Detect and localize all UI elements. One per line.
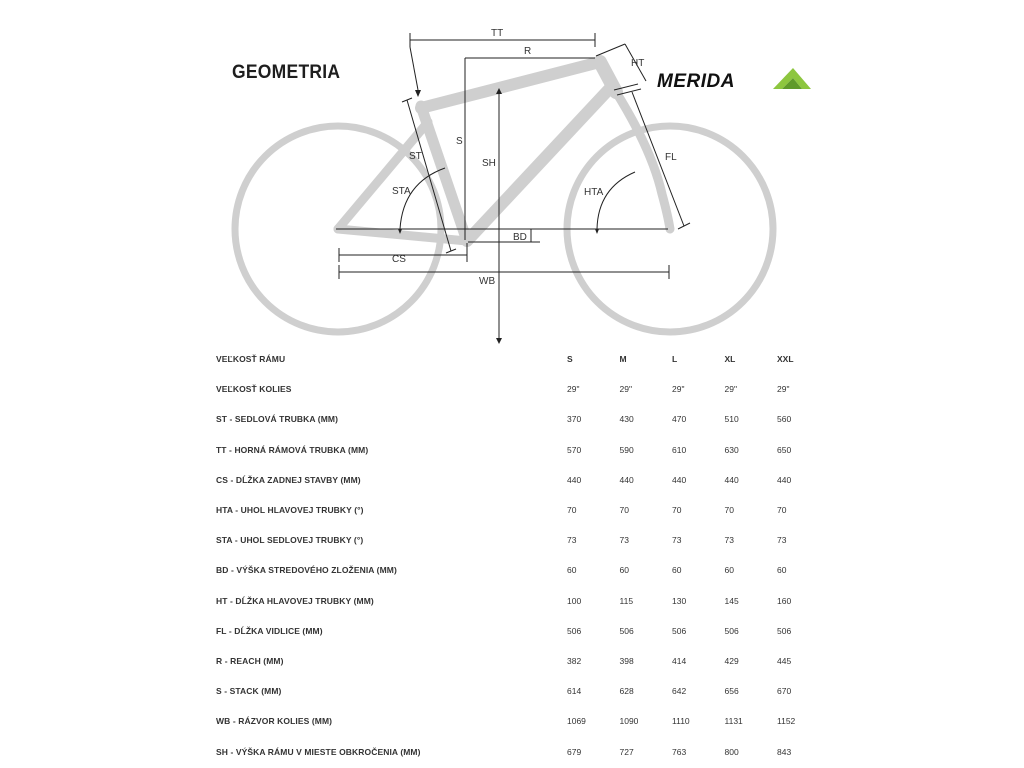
table-row [216,495,830,525]
row-label: FL - DĹŽKA VIDLICE (MM) [216,625,323,636]
row-value: 440 [619,474,634,485]
row-label: SH - VÝŠKA RÁMU V MIESTE OBKROČENIA (MM) [216,746,421,757]
label-st: ST [409,151,422,162]
row-value: 650 [777,444,792,455]
row-value: 60 [619,565,629,576]
row-value: 60 [567,565,577,576]
row-value: 763 [672,746,687,757]
label-s: S [456,136,463,147]
table-row [216,646,830,676]
row-value: 60 [777,565,787,576]
row-value: 73 [672,535,682,546]
row-value: 440 [724,474,739,485]
row-value: 1069 [567,716,586,727]
row-label: WB - RÁZVOR KOLIES (MM) [216,716,333,727]
row-value: 506 [777,625,792,636]
row-value: 73 [567,535,577,546]
size-header: L [672,354,678,365]
row-value: 60 [724,565,734,576]
hta-arc [597,172,635,229]
ht-line [596,44,625,56]
row-value: 1090 [619,716,639,727]
label-bd: BD [513,232,527,243]
row-value: 656 [724,686,739,697]
row-value: 73 [724,535,734,546]
table-row [216,586,830,616]
row-value: 429 [724,655,739,666]
table-row [216,676,830,706]
label-wb: WB [479,276,496,287]
label-tt: TT [491,28,504,39]
row-value: 506 [672,625,687,636]
row-value: 29" [567,384,580,395]
row-value: 1110 [672,716,690,727]
row-value: 382 [567,655,582,666]
row-value: 506 [724,625,739,636]
size-header: S [567,354,573,365]
row-label: CS - DĹŽKA ZADNEJ STAVBY (MM) [216,474,361,485]
label-r: R [524,46,532,57]
row-value: 614 [567,686,582,697]
row-value: 843 [777,746,792,757]
row-value: 70 [672,505,682,516]
row-value: 73 [619,535,629,546]
table-row [216,736,830,766]
row-value: 440 [567,474,582,485]
row-value: 510 [724,414,739,425]
table-row [216,555,830,585]
label-sta: STA [392,186,411,197]
row-value: 414 [672,655,687,666]
row-label: S - STACK (MM) [216,686,282,697]
row-value: 628 [619,686,634,697]
size-header: XL [724,354,736,365]
table-row [216,404,830,434]
size-header: M [619,354,627,365]
row-value: 29" [724,384,737,395]
row-label: HTA - UHOL HLAVOVEJ TRUBKY (°) [216,505,364,516]
row-value: 115 [619,595,634,606]
bike-frame [235,62,773,332]
row-value: 398 [619,655,634,666]
label-fl: FL [665,152,677,163]
logo-text: MERIDA [657,71,735,92]
label-hta: HTA [584,187,604,198]
row-value: 630 [724,444,739,455]
table-row [216,706,830,736]
label-cs: CS [392,254,406,265]
size-header: XXL [777,354,794,365]
row-label: HT - DĹŽKA HLAVOVEJ TRUBKY (MM) [216,595,374,606]
row-label: TT - HORNÁ RÁMOVÁ TRUBKA (MM) [216,444,369,455]
row-value: 100 [567,595,582,606]
row-value: 506 [619,625,634,636]
row-value: 506 [567,625,582,636]
row-value: 29" [777,384,790,395]
row-label: BD - VÝŠKA STREDOVÉHO ZLOŽENIA (MM) [216,565,397,576]
row-value: 570 [567,444,582,455]
row-value: 727 [619,746,634,757]
row-value: 73 [777,535,787,546]
row-value: 560 [777,414,792,425]
label-sh: SH [482,158,496,169]
row-value: 130 [672,595,687,606]
table-row [216,465,830,495]
row-value: 440 [672,474,687,485]
row-value: 642 [672,686,687,697]
row-value: 60 [672,565,682,576]
row-value: 800 [724,746,739,757]
row-label: ST - SEDLOVÁ TRUBKA (MM) [216,414,339,425]
row-value: 70 [619,505,629,516]
row-value: 590 [619,444,634,455]
row-value: 70 [777,505,787,516]
table-row [216,525,830,555]
table-header-row [216,344,830,374]
row-label: VEĽKOSŤ KOLIES [216,384,292,395]
row-label: R - REACH (MM) [216,655,284,666]
row-value: 70 [567,505,577,516]
row-value: 29" [672,384,685,395]
bike-geometry-diagram [0,0,1024,345]
geometry-table [216,344,830,767]
row-value: 430 [619,414,634,425]
table-row [216,616,830,646]
row-value: 670 [777,686,792,697]
row-value: 370 [567,414,582,425]
merida-logo [655,64,815,96]
label-ht: HT [631,58,645,69]
row-value: 445 [777,655,792,666]
row-label: STA - UHOL SEDLOVEJ TRUBKY (°) [216,535,364,546]
row-value: 1131 [724,716,743,727]
top-tube [421,62,600,108]
table-header-label: VEĽKOSŤ RÁMU [216,354,286,365]
row-value: 29" [619,384,632,395]
table-row [216,435,830,465]
row-value: 470 [672,414,687,425]
row-value: 440 [777,474,792,485]
row-value: 679 [567,746,582,757]
row-value: 1152 [777,716,796,727]
row-value: 610 [672,444,687,455]
row-value: 70 [724,505,734,516]
row-value: 160 [777,595,792,606]
fork [616,92,670,229]
page-title: GEOMETRIA [232,62,341,83]
row-value: 145 [724,595,739,606]
table-row [216,374,830,404]
